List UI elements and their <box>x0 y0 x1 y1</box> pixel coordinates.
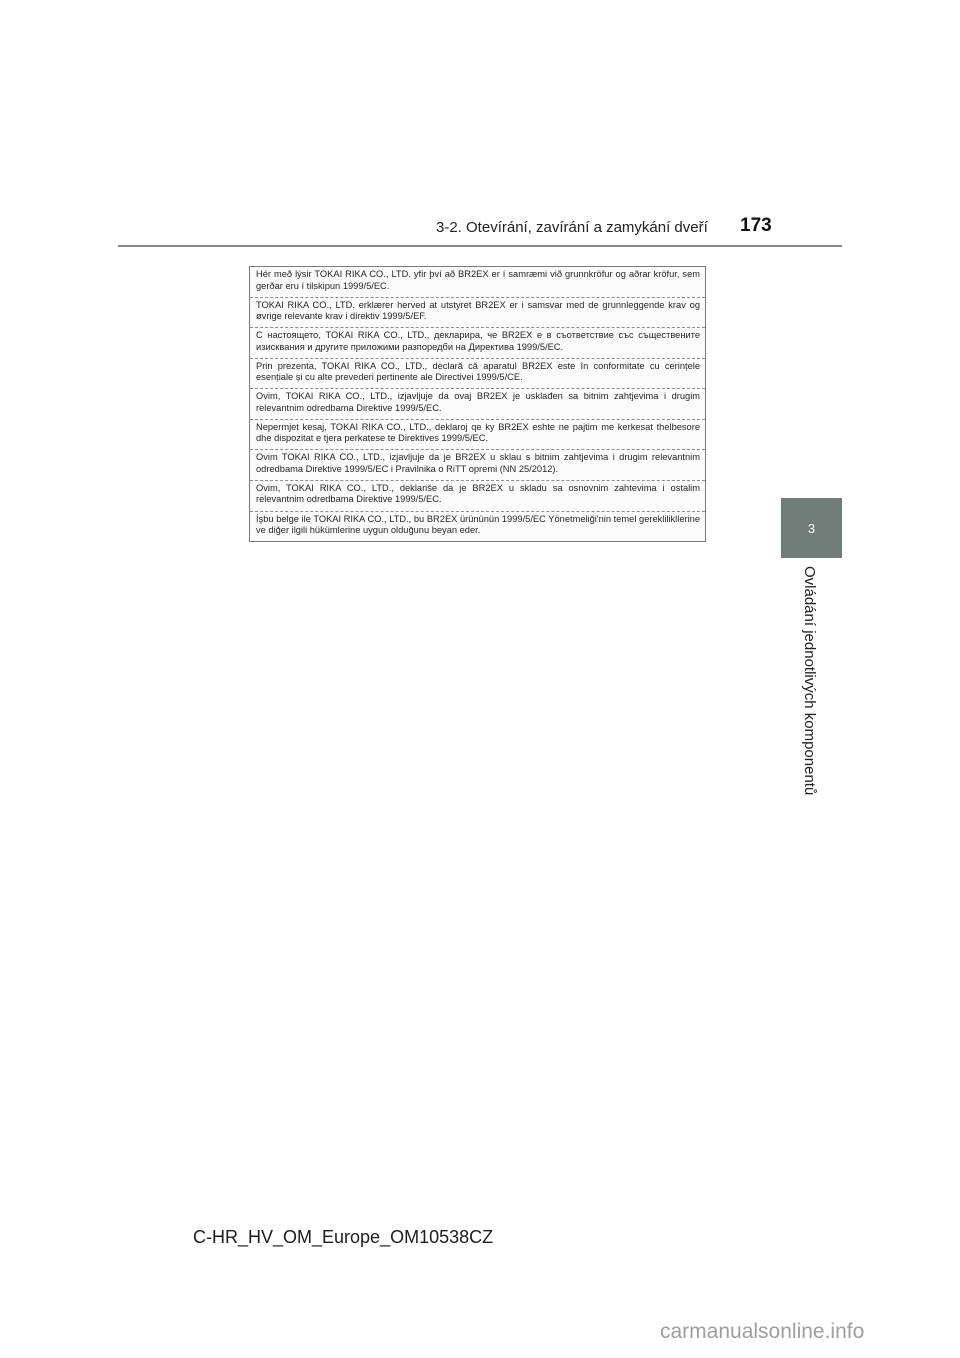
declaration-serbian: Ovim, TOKAI RIKA CO., LTD., deklariše da je BR2EX u skladu sa osnovnim zahtevima i ostalim relevantnim odredbama Direktive 1999/5/EC. <box>250 481 705 512</box>
watermark: carmanualsonline.info <box>660 1320 865 1343</box>
declaration-bulgarian: С настоящето, TOKAI RIKA CO., LTD., декларира, че BR2EX е в съответствие със съществените изисквания и другите приложими разпоредби на Директива 1999/5/ЕС. <box>250 328 705 359</box>
chapter-number: 3 <box>807 520 816 536</box>
declaration-table <box>249 266 706 542</box>
declaration-albanian: Nepermjet kesaj, TOKAI RIKA CO., LTD., deklaroj qe ky BR2EX eshte ne pajtim me kerkesat thelbesore dhe dispozitat e tjera perkatese te Direktives 1999/5/EC. <box>250 420 705 451</box>
declaration-icelandic: Hér með lýsir TOKAI RIKA CO., LTD. yfir því að BR2EX er í samræmi við grunnkröfur og aðrar kröfur, sem gerðar eru í tilskipun 1999/5/EC. <box>250 267 705 298</box>
document-code: C-HR_HV_OM_Europe_OM10538CZ <box>193 1227 494 1247</box>
declaration-bosnian: Ovim, TOKAI RIKA CO., LTD., izjavljuje da ovaj BR2EX je usklađen sa bitnim zahtjevima i drugim relevantnim odredbama Direktive 1999/5/EC. <box>250 389 705 420</box>
chapter-tab <box>781 498 842 558</box>
declaration-turkish: İşbu belge ile TOKAI RIKA CO., LTD., bu BR2EX ürününün 1999/5/EC Yönetmeliği'nin temel gereklilikllerine ve diğer ilgili hükümlerine uygun olduğunu beyan eder. <box>256 513 700 535</box>
chapter-title: Ovládání jednotlivých komponentů <box>801 566 818 796</box>
section-title: 3-2. Otevírání, zavírání a zamykání dveří <box>436 219 708 236</box>
declaration-norwegian: TOKAI RIKA CO., LTD. erklærer herved at utstyret BR2EX er i samsvar med de grunnleggende krav og øvrige relevante krav i direktiv 1999/5/EF. <box>250 298 705 329</box>
declaration-croatian: Ovim TOKAI RIKA CO., LTD., izjavljuje da je BR2EX u sklau s bitnim zahtjevima i drugim relevantnim odredbama Direktive 1999/5/EC i Pravilnika o RiTT opremi (NN 25/2012). <box>250 450 705 481</box>
declaration-romanian: Prin prezenta, TOKAI RIKA CO., LTD., declară că aparatul BR2EX este în conformitate cu cerințele esențiale și cu alte prevederi pertinente ale Directivei 1999/5/CE. <box>250 359 705 390</box>
page-number: 173 <box>740 215 772 236</box>
header-divider <box>118 245 842 247</box>
